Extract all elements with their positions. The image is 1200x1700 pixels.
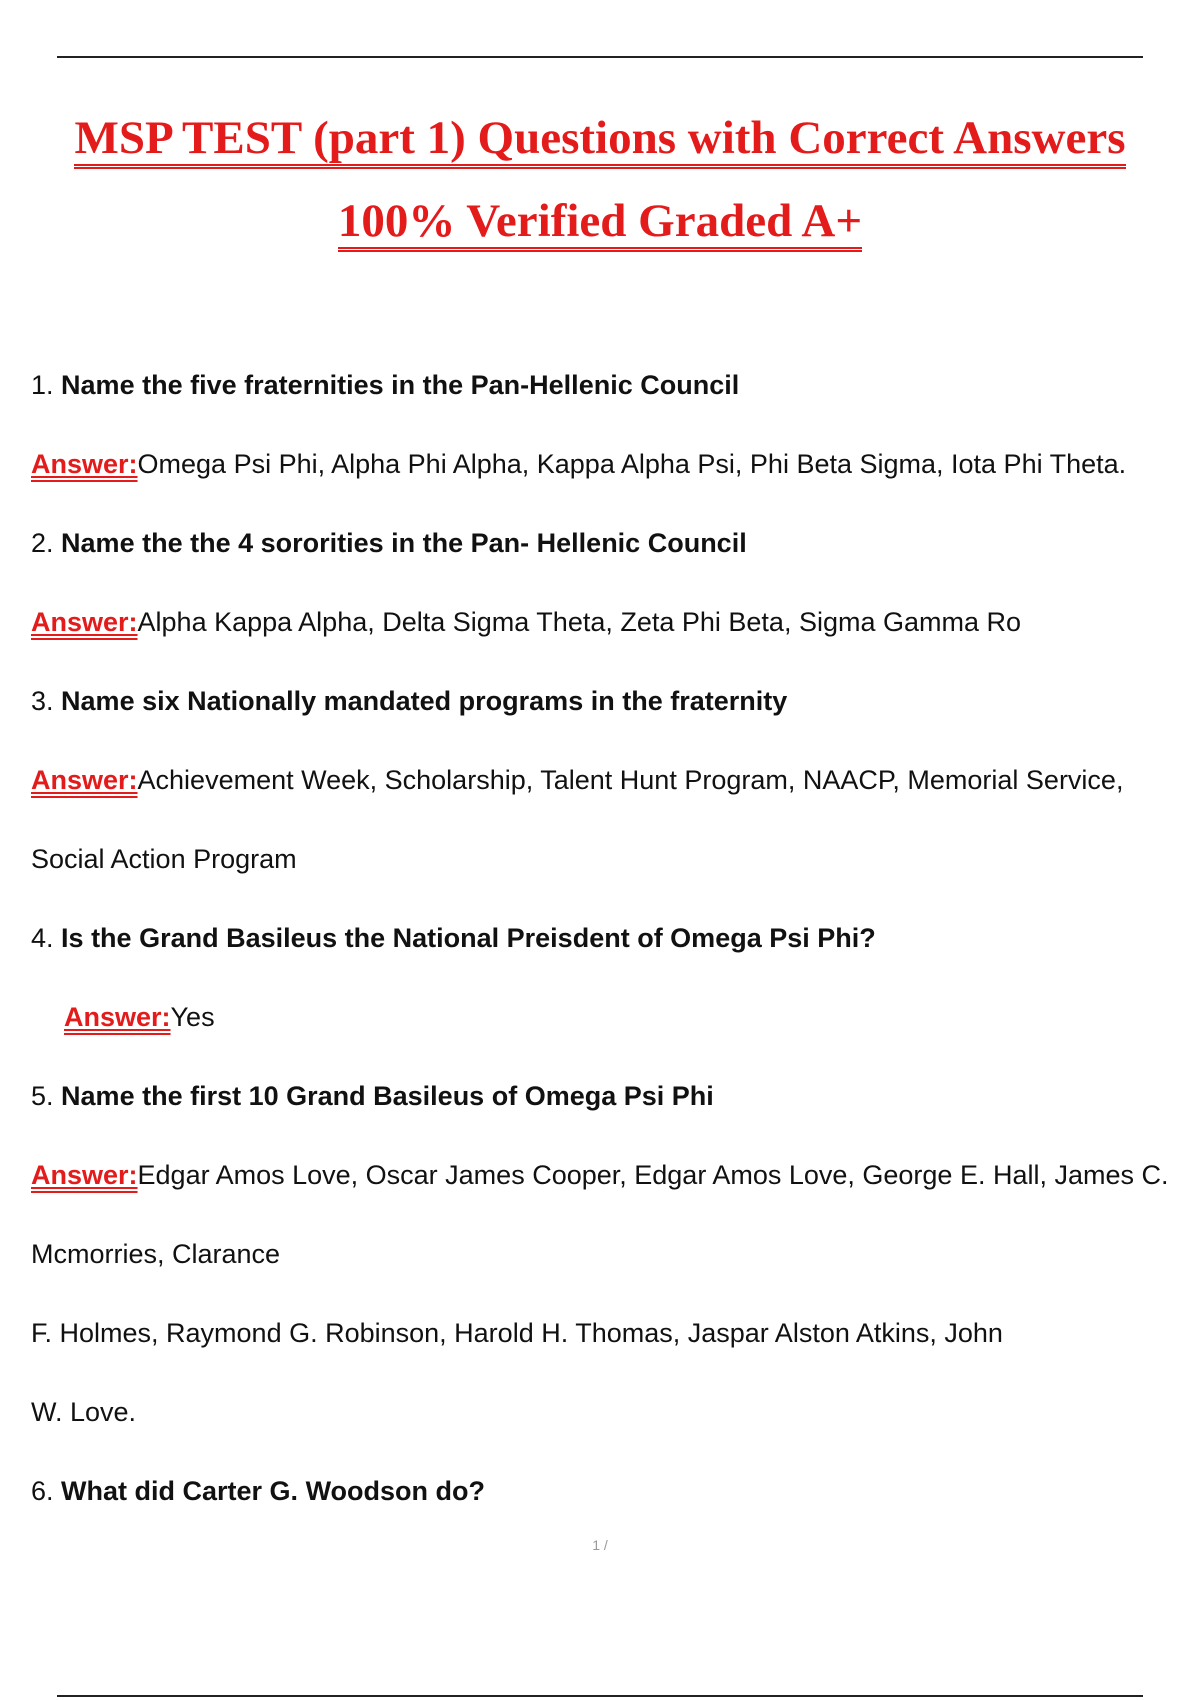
answer-label: Answer: (64, 1002, 171, 1032)
answer-label: Answer: (31, 607, 138, 637)
answer-label: Answer: (31, 449, 138, 479)
answer-5-continued-2: F. Holmes, Raymond G. Robinson, Harold H. Thomas, Jaspar Alston Atkins, John (31, 1318, 1003, 1348)
answer-5: Answer:Edgar Amos Love, Oscar James Cooper, Edgar Amos Love, George E. Hall, James C. (31, 1160, 1169, 1190)
question-3: 3. Name six Nationally mandated programs in the fraternity (31, 686, 788, 716)
document-title-line-2: 100% Verified Graded A+ (0, 191, 1200, 251)
page-number: 1 / (592, 1537, 608, 1553)
answer-5-continued-1: Mcmorries, Clarance (31, 1239, 281, 1269)
answer-label: Answer: (31, 765, 138, 795)
answer-1: Answer:Omega Psi Phi, Alpha Phi Alpha, Kappa Alpha Psi, Phi Beta Sigma, Iota Phi Theta. (31, 449, 1127, 479)
answer-4: Answer:Yes (64, 1002, 215, 1032)
question-6: 6. What did Carter G. Woodson do? (31, 1476, 486, 1506)
top-rule (57, 56, 1143, 58)
answer-label: Answer: (31, 1160, 138, 1190)
question-1: 1. Name the five fraternities in the Pan-Hellenic Council (31, 370, 740, 400)
document-title-line-1: MSP TEST (part 1) Questions with Correct Answers (0, 108, 1200, 168)
question-2: 2. Name the the 4 sororities in the Pan- Hellenic Council (31, 528, 747, 558)
answer-2: Answer:Alpha Kappa Alpha, Delta Sigma Theta, Zeta Phi Beta, Sigma Gamma Ro (31, 607, 1022, 637)
answer-5-continued-3: W. Love. (31, 1397, 137, 1427)
question-5: 5. Name the first 10 Grand Basileus of Omega Psi Phi (31, 1081, 714, 1111)
question-4: 4. Is the Grand Basileus the National Preisdent of Omega Psi Phi? (31, 923, 876, 953)
answer-3: Answer:Achievement Week, Scholarship, Talent Hunt Program, NAACP, Memorial Service, (31, 765, 1124, 795)
bottom-rule (57, 1695, 1143, 1697)
answer-3-continued: Social Action Program (31, 844, 297, 874)
